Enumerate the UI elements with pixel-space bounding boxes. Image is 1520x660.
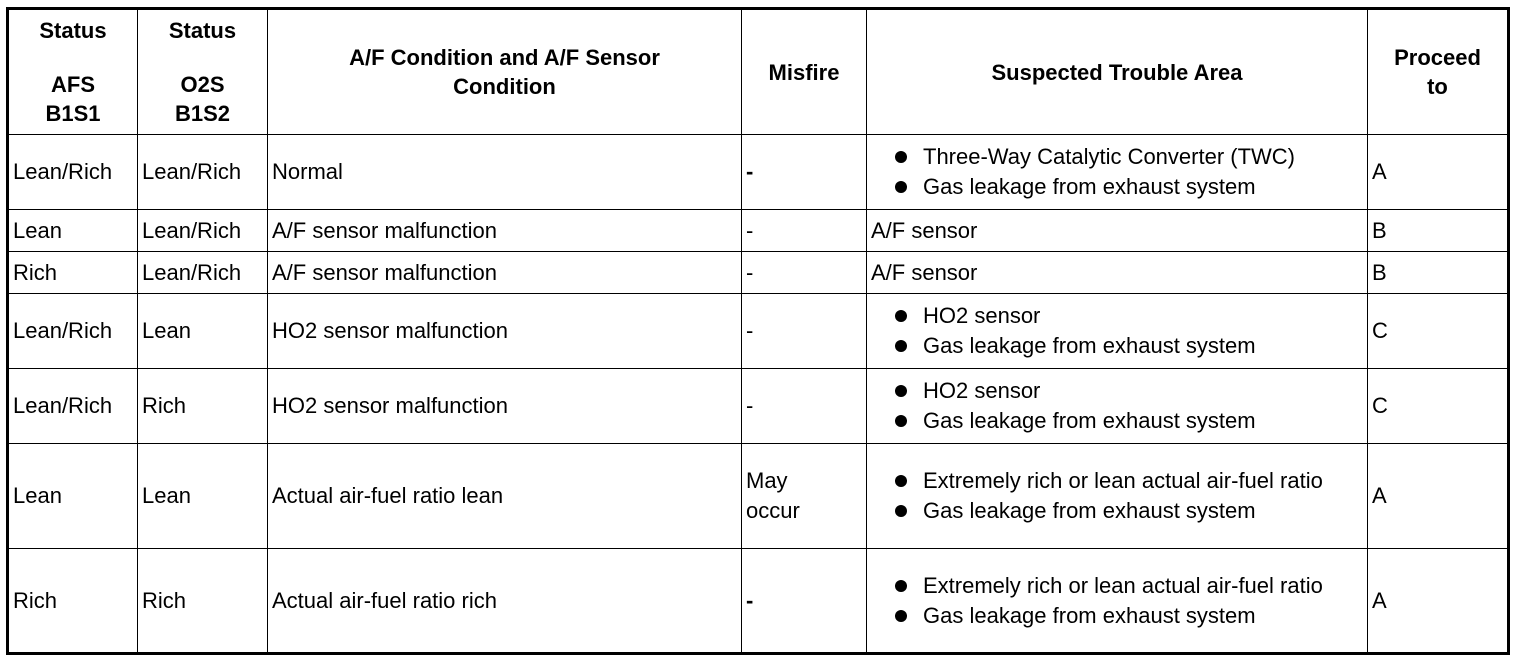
cell-o2s: Lean/Rich [138, 210, 268, 252]
cell-misfire: - [742, 210, 867, 252]
cell-o2s: Lean [138, 444, 268, 549]
list-item: Gas leakage from exhaust system [871, 331, 1363, 361]
cell-trouble-area [867, 294, 1368, 369]
cell-afs: Lean [8, 444, 138, 549]
header-misfire: Misfire [742, 9, 867, 135]
cell-afs: Lean/Rich [8, 294, 138, 369]
cell-o2s: Rich [138, 549, 268, 654]
trouble-list [871, 571, 1363, 631]
cell-trouble-area [867, 549, 1368, 654]
cell-misfire: - [742, 252, 867, 294]
cell-misfire: - [742, 135, 867, 210]
table-row [8, 210, 1509, 252]
cell-afs: Lean [8, 210, 138, 252]
list-item: Three-Way Catalytic Converter (TWC) [871, 142, 1363, 172]
cell-trouble-area [867, 444, 1368, 549]
header-condition: A/F Condition and A/F Sensor Condition [268, 9, 742, 135]
cell-condition: A/F sensor malfunction [268, 210, 742, 252]
list-item: HO2 sensor [871, 301, 1363, 331]
cell-o2s: Lean/Rich [138, 252, 268, 294]
cell-condition: Actual air-fuel ratio rich [268, 549, 742, 654]
trouble-list [871, 376, 1363, 436]
cell-proceed: A [1368, 135, 1509, 210]
table-row [8, 135, 1509, 210]
cell-condition: Normal [268, 135, 742, 210]
cell-trouble-area [867, 135, 1368, 210]
table-row [8, 549, 1509, 654]
cell-proceed: B [1368, 210, 1509, 252]
cell-afs: Rich [8, 549, 138, 654]
header-o2s-status: Status O2S B1S2 [138, 9, 268, 135]
cell-condition: A/F sensor malfunction [268, 252, 742, 294]
header-proceed: Proceed to [1368, 9, 1509, 135]
table-row [8, 369, 1509, 444]
cell-misfire: - [742, 294, 867, 369]
cell-trouble-area: A/F sensor [867, 252, 1368, 294]
list-item: Extremely rich or lean actual air-fuel ratio [871, 571, 1363, 601]
cell-misfire: - [742, 369, 867, 444]
cell-misfire: May occur [742, 444, 867, 549]
header-row [8, 9, 1509, 135]
header-afs-status: Status AFS B1S1 [8, 9, 138, 135]
table-row [8, 294, 1509, 369]
cell-proceed: C [1368, 294, 1509, 369]
list-item: Gas leakage from exhaust system [871, 406, 1363, 436]
list-item: Gas leakage from exhaust system [871, 496, 1363, 526]
cell-condition: HO2 sensor malfunction [268, 294, 742, 369]
cell-trouble-area: A/F sensor [867, 210, 1368, 252]
table-row [8, 252, 1509, 294]
cell-afs: Rich [8, 252, 138, 294]
cell-misfire: - [742, 549, 867, 654]
cell-proceed: A [1368, 444, 1509, 549]
cell-o2s: Rich [138, 369, 268, 444]
cell-trouble-area [867, 369, 1368, 444]
cell-proceed: A [1368, 549, 1509, 654]
list-item: HO2 sensor [871, 376, 1363, 406]
list-item: Gas leakage from exhaust system [871, 601, 1363, 631]
trouble-list [871, 142, 1363, 202]
cell-proceed: B [1368, 252, 1509, 294]
diagnostic-table [6, 7, 1510, 655]
trouble-list [871, 301, 1363, 361]
trouble-list [871, 466, 1363, 526]
cell-afs: Lean/Rich [8, 369, 138, 444]
cell-o2s: Lean/Rich [138, 135, 268, 210]
list-item: Gas leakage from exhaust system [871, 172, 1363, 202]
table-row [8, 444, 1509, 549]
cell-proceed: C [1368, 369, 1509, 444]
cell-afs: Lean/Rich [8, 135, 138, 210]
cell-condition: Actual air-fuel ratio lean [268, 444, 742, 549]
cell-condition: HO2 sensor malfunction [268, 369, 742, 444]
header-trouble-area: Suspected Trouble Area [867, 9, 1368, 135]
cell-o2s: Lean [138, 294, 268, 369]
list-item: Extremely rich or lean actual air-fuel ratio [871, 466, 1363, 496]
